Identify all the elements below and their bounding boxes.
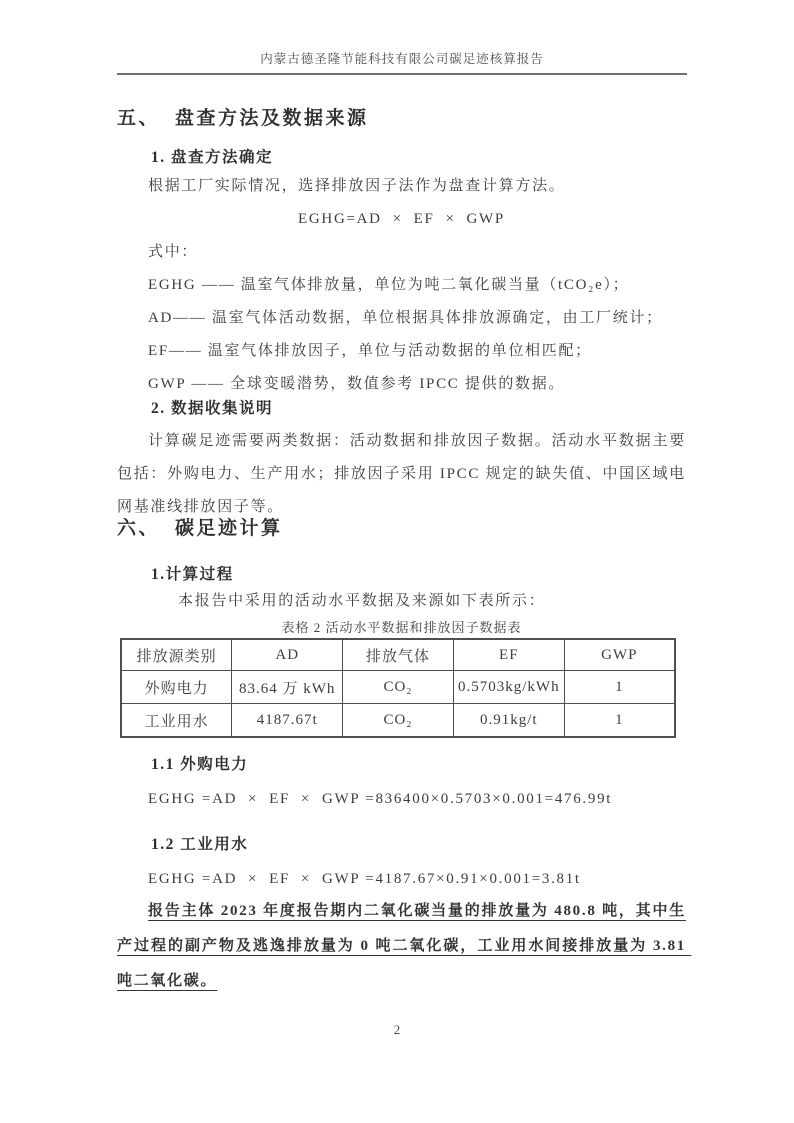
calc-electricity: EGHG =AD × EF × GWP =836400×0.5703×0.001=476.99t	[148, 791, 613, 807]
page-number: 2	[393, 1022, 401, 1037]
table-row	[121, 704, 675, 738]
section5-sub2-heading: 2. 数据收集说明	[151, 400, 274, 417]
definition-ad: AD—— 温室气体活动数据，单位根据具体排放源确定，由工厂统计；	[148, 310, 663, 326]
data-table-body	[121, 671, 675, 738]
formula-line: EGHG=AD × EF × GWP	[298, 211, 505, 227]
table-cell: 1	[564, 671, 675, 704]
section6-heading	[117, 516, 686, 542]
table-row	[121, 671, 675, 704]
paragraph-table-intro: 本报告中采用的活动水平数据及来源如下表所示：	[178, 593, 546, 609]
definition-eghg: EGHG —— 温室气体排放量，单位为吨二氧化碳当量（tCO₂e）；	[148, 277, 630, 293]
paragraph-method: 根据工厂实际情况，选择排放因子法作为盘查计算方法。	[148, 178, 566, 194]
table-cell: 0.5703kg/kWh	[453, 671, 564, 704]
definition-ef: EF—— 温室气体排放因子，单位与活动数据的单位相匹配；	[148, 343, 592, 359]
table-cell: CO₂	[343, 704, 454, 738]
section6-sub1-heading: 1.计算过程	[151, 566, 234, 583]
table-header	[121, 639, 675, 671]
paragraph-data-collection: 计算碳足迹需要两类数据：活动数据和排放因子数据。活动水平数据主要包括：外购电力、生产用水；排放因子采用 IPCC 规定的缺失值、中国区域电网基准线排放因子等。	[117, 433, 686, 515]
section5-heading	[117, 106, 686, 132]
where-label: 式中：	[148, 244, 199, 260]
section6-sub12-heading: 1.2 工业用水	[151, 836, 249, 853]
section5-sub1-heading: 1. 盘查方法确定	[151, 149, 274, 166]
table-column-header: EF	[453, 639, 564, 671]
table-cell: 1	[564, 704, 675, 738]
table-cell: 83.64 万 kWh	[232, 671, 343, 704]
table-column-header: 排放源类别	[121, 639, 232, 671]
calc-water: EGHG =AD × EF × GWP =4187.67×0.91×0.001=3.81t	[148, 871, 581, 887]
table-column-header: 排放气体	[343, 639, 454, 671]
page-header	[117, 51, 687, 75]
table-cell: 工业用水	[121, 704, 232, 738]
table-column-header: AD	[232, 639, 343, 671]
table-cell: 0.91kg/t	[453, 704, 564, 738]
table-cell: 4187.67t	[232, 704, 343, 738]
table-caption: 表格 2 活动水平数据和排放因子数据表	[281, 620, 522, 635]
section6-sub11-heading: 1.1 外购电力	[151, 756, 249, 773]
conclusion-paragraph: 报告主体 2023 年度报告期内二氧化碳当量的排放量为 480.8 吨，其中生产过程的副产物及逃逸排放量为 0 吨二氧化碳，工业用水间接排放量为 3.81 吨二氧化碳。	[117, 903, 692, 989]
activity-data-table	[120, 638, 676, 738]
table-header-row	[121, 639, 675, 671]
section6-title: 碳足迹计算	[175, 518, 283, 539]
table-cell: 外购电力	[121, 671, 232, 704]
table-cell: CO₂	[343, 671, 454, 704]
definition-gwp: GWP —— 全球变暖潜势，数值参考 IPCC 提供的数据。	[148, 376, 566, 392]
section5-number: 五、	[117, 108, 161, 129]
section5-title: 盘查方法及数据来源	[175, 108, 369, 129]
table-column-header: GWP	[564, 639, 675, 671]
page-content	[117, 96, 692, 999]
section6-number: 六、	[117, 518, 161, 539]
header-title: 内蒙古德圣隆节能科技有限公司碳足迹核算报告	[260, 52, 544, 66]
